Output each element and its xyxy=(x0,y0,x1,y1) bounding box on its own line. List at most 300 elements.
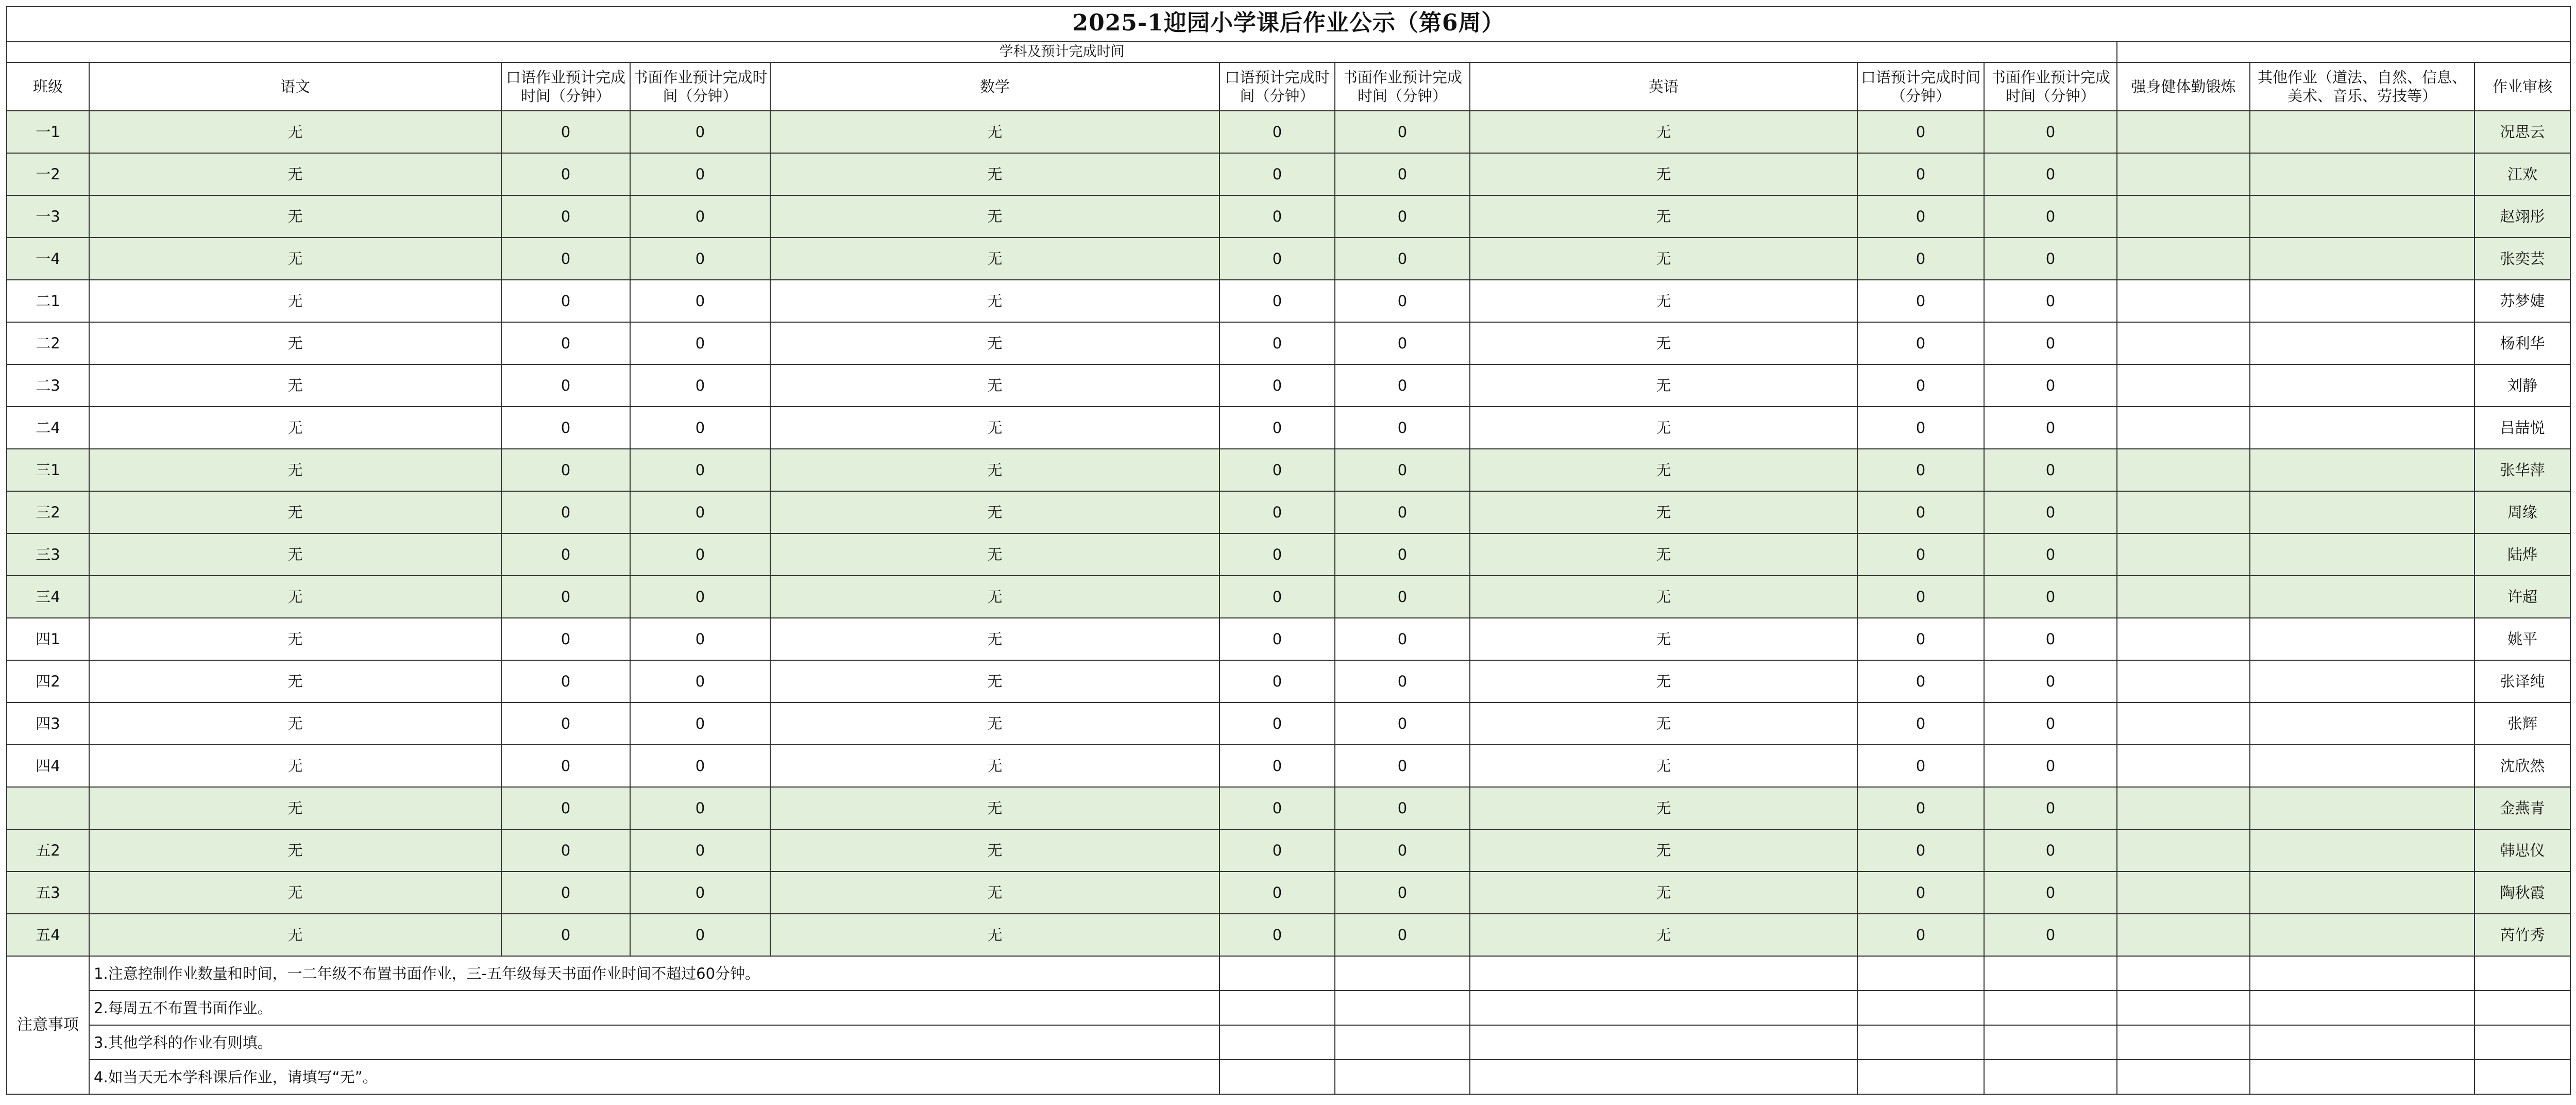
note-empty-cell[interactable] xyxy=(2250,991,2475,1025)
cell-class[interactable]: 二1 xyxy=(7,280,89,322)
cell-math-oral[interactable]: 0 xyxy=(1219,660,1335,702)
cell-english[interactable]: 无 xyxy=(1470,280,1857,322)
cell-chinese-written[interactable]: 0 xyxy=(630,533,770,576)
cell-english[interactable]: 无 xyxy=(1470,111,1857,153)
cell-english-oral[interactable]: 0 xyxy=(1857,914,1984,956)
cell-english[interactable]: 无 xyxy=(1470,153,1857,195)
cell-english-oral[interactable]: 0 xyxy=(1857,702,1984,745)
note-empty-cell[interactable] xyxy=(2475,1060,2570,1094)
cell-chinese-oral[interactable]: 0 xyxy=(501,491,630,533)
cell-english[interactable]: 无 xyxy=(1470,872,1857,914)
cell-math-oral[interactable]: 0 xyxy=(1219,702,1335,745)
cell-reviewer[interactable]: 张译纯 xyxy=(2475,660,2570,702)
cell-math-written[interactable]: 0 xyxy=(1335,618,1470,660)
note-empty-cell[interactable] xyxy=(2475,1025,2570,1060)
cell-chinese[interactable]: 无 xyxy=(89,702,501,745)
header-math[interactable]: 数学 xyxy=(770,62,1219,111)
cell-math-oral[interactable]: 0 xyxy=(1219,111,1335,153)
cell-chinese-oral[interactable]: 0 xyxy=(501,280,630,322)
cell-other[interactable] xyxy=(2250,787,2475,829)
header-other[interactable]: 其他作业（道法、自然、信息、美术、音乐、劳技等） xyxy=(2250,62,2475,111)
cell-other[interactable] xyxy=(2250,449,2475,491)
cell-chinese[interactable]: 无 xyxy=(89,660,501,702)
notes-label[interactable]: 注意事项 xyxy=(7,956,89,1094)
cell-english[interactable]: 无 xyxy=(1470,195,1857,238)
note-empty-cell[interactable] xyxy=(2475,991,2570,1025)
cell-reviewer[interactable]: 周缘 xyxy=(2475,491,2570,533)
cell-math-oral[interactable]: 0 xyxy=(1219,576,1335,618)
cell-math-oral[interactable]: 0 xyxy=(1219,407,1335,449)
page-title[interactable] xyxy=(7,7,2570,42)
cell-reviewer[interactable]: 沈欣然 xyxy=(2475,745,2570,787)
cell-chinese-oral[interactable]: 0 xyxy=(501,238,630,280)
cell-math-oral[interactable]: 0 xyxy=(1219,280,1335,322)
cell-chinese[interactable]: 无 xyxy=(89,745,501,787)
note-empty-cell[interactable] xyxy=(1219,956,1335,991)
cell-math[interactable]: 无 xyxy=(770,914,1219,956)
cell-class[interactable]: 一2 xyxy=(7,153,89,195)
note-empty-cell[interactable] xyxy=(2250,1060,2475,1094)
cell-math[interactable]: 无 xyxy=(770,745,1219,787)
note-empty-cell[interactable] xyxy=(1470,991,1857,1025)
cell-english-oral[interactable]: 0 xyxy=(1857,533,1984,576)
cell-chinese-written[interactable]: 0 xyxy=(630,111,770,153)
cell-math-oral[interactable]: 0 xyxy=(1219,364,1335,407)
cell-fitness[interactable] xyxy=(2117,660,2250,702)
cell-math[interactable]: 无 xyxy=(770,576,1219,618)
cell-other[interactable] xyxy=(2250,829,2475,872)
cell-fitness[interactable] xyxy=(2117,449,2250,491)
cell-math-written[interactable]: 0 xyxy=(1335,914,1470,956)
cell-math-oral[interactable]: 0 xyxy=(1219,533,1335,576)
cell-other[interactable] xyxy=(2250,576,2475,618)
cell-english-oral[interactable]: 0 xyxy=(1857,238,1984,280)
cell-english-oral[interactable]: 0 xyxy=(1857,153,1984,195)
cell-english[interactable]: 无 xyxy=(1470,407,1857,449)
note-empty-cell[interactable] xyxy=(1219,991,1335,1025)
cell-chinese-written[interactable]: 0 xyxy=(630,449,770,491)
cell-chinese[interactable]: 无 xyxy=(89,195,501,238)
cell-chinese-written[interactable]: 0 xyxy=(630,322,770,364)
header-class[interactable]: 班级 xyxy=(7,62,89,111)
cell-math[interactable]: 无 xyxy=(770,829,1219,872)
cell-other[interactable] xyxy=(2250,702,2475,745)
cell-english-written[interactable]: 0 xyxy=(1984,449,2117,491)
cell-chinese-written[interactable]: 0 xyxy=(630,660,770,702)
cell-english-written[interactable]: 0 xyxy=(1984,111,2117,153)
cell-math[interactable]: 无 xyxy=(770,111,1219,153)
cell-fitness[interactable] xyxy=(2117,914,2250,956)
cell-math-written[interactable]: 0 xyxy=(1335,745,1470,787)
cell-chinese-oral[interactable]: 0 xyxy=(501,364,630,407)
cell-chinese[interactable]: 无 xyxy=(89,829,501,872)
cell-math-oral[interactable]: 0 xyxy=(1219,787,1335,829)
cell-chinese[interactable]: 无 xyxy=(89,787,501,829)
cell-english-written[interactable]: 0 xyxy=(1984,280,2117,322)
cell-english[interactable]: 无 xyxy=(1470,364,1857,407)
cell-math-written[interactable]: 0 xyxy=(1335,364,1470,407)
cell-fitness[interactable] xyxy=(2117,153,2250,195)
cell-math-oral[interactable]: 0 xyxy=(1219,491,1335,533)
cell-math-oral[interactable]: 0 xyxy=(1219,745,1335,787)
cell-math[interactable]: 无 xyxy=(770,364,1219,407)
cell-chinese-oral[interactable]: 0 xyxy=(501,872,630,914)
cell-english-oral[interactable]: 0 xyxy=(1857,195,1984,238)
cell-chinese-oral[interactable]: 0 xyxy=(501,829,630,872)
cell-class[interactable]: 二3 xyxy=(7,364,89,407)
cell-reviewer[interactable]: 许超 xyxy=(2475,576,2570,618)
cell-other[interactable] xyxy=(2250,533,2475,576)
cell-math-oral[interactable]: 0 xyxy=(1219,872,1335,914)
cell-other[interactable] xyxy=(2250,111,2475,153)
cell-english-oral[interactable]: 0 xyxy=(1857,449,1984,491)
cell-fitness[interactable] xyxy=(2117,491,2250,533)
cell-fitness[interactable] xyxy=(2117,407,2250,449)
cell-math-oral[interactable]: 0 xyxy=(1219,618,1335,660)
cell-reviewer[interactable]: 吕喆悦 xyxy=(2475,407,2570,449)
cell-fitness[interactable] xyxy=(2117,576,2250,618)
cell-english-written[interactable]: 0 xyxy=(1984,872,2117,914)
cell-fitness[interactable] xyxy=(2117,238,2250,280)
cell-class[interactable]: 五4 xyxy=(7,914,89,956)
header-english-oral[interactable]: 口语预计完成时间（分钟） xyxy=(1857,62,1984,111)
cell-class[interactable]: 四3 xyxy=(7,702,89,745)
cell-math[interactable]: 无 xyxy=(770,787,1219,829)
cell-math-written[interactable]: 0 xyxy=(1335,407,1470,449)
cell-chinese-oral[interactable]: 0 xyxy=(501,195,630,238)
cell-math-written[interactable]: 0 xyxy=(1335,111,1470,153)
cell-reviewer[interactable]: 姚平 xyxy=(2475,618,2570,660)
note-empty-cell[interactable] xyxy=(2475,956,2570,991)
cell-chinese[interactable]: 无 xyxy=(89,322,501,364)
cell-english-written[interactable]: 0 xyxy=(1984,618,2117,660)
cell-chinese[interactable]: 无 xyxy=(89,491,501,533)
cell-math[interactable]: 无 xyxy=(770,702,1219,745)
cell-math-written[interactable]: 0 xyxy=(1335,322,1470,364)
cell-class[interactable]: 二4 xyxy=(7,407,89,449)
subtitle-empty-cell[interactable] xyxy=(2117,42,2570,62)
cell-class[interactable]: 三1 xyxy=(7,449,89,491)
cell-math-written[interactable]: 0 xyxy=(1335,280,1470,322)
cell-chinese-oral[interactable]: 0 xyxy=(501,153,630,195)
cell-chinese-written[interactable]: 0 xyxy=(630,745,770,787)
cell-reviewer[interactable]: 赵翊彤 xyxy=(2475,195,2570,238)
cell-english-written[interactable]: 0 xyxy=(1984,322,2117,364)
cell-math-oral[interactable]: 0 xyxy=(1219,829,1335,872)
cell-english-oral[interactable]: 0 xyxy=(1857,407,1984,449)
cell-english[interactable]: 无 xyxy=(1470,660,1857,702)
note-empty-cell[interactable] xyxy=(1857,991,1984,1025)
cell-english[interactable]: 无 xyxy=(1470,829,1857,872)
note-empty-cell[interactable] xyxy=(1335,1060,1470,1094)
cell-chinese[interactable]: 无 xyxy=(89,914,501,956)
subtitle-cell[interactable]: 学科及预计完成时间 xyxy=(7,42,2117,62)
note-empty-cell[interactable] xyxy=(1470,1060,1857,1094)
cell-english[interactable]: 无 xyxy=(1470,449,1857,491)
cell-math-oral[interactable]: 0 xyxy=(1219,914,1335,956)
cell-english[interactable]: 无 xyxy=(1470,745,1857,787)
cell-math[interactable]: 无 xyxy=(770,618,1219,660)
cell-english-oral[interactable]: 0 xyxy=(1857,829,1984,872)
note-empty-cell[interactable] xyxy=(1857,956,1984,991)
cell-class[interactable]: 四2 xyxy=(7,660,89,702)
cell-reviewer[interactable]: 苏梦婕 xyxy=(2475,280,2570,322)
cell-math[interactable]: 无 xyxy=(770,238,1219,280)
cell-chinese[interactable]: 无 xyxy=(89,533,501,576)
cell-math[interactable]: 无 xyxy=(770,660,1219,702)
note-text[interactable]: 3.其他学科的作业有则填。 xyxy=(89,1025,1219,1060)
note-text[interactable]: 1.注意控制作业数量和时间，一二年级不布置书面作业，三-五年级每天书面作业时间不超过60分钟。 xyxy=(89,956,1219,991)
note-text[interactable]: 2.每周五不布置书面作业。 xyxy=(89,991,1219,1025)
cell-fitness[interactable] xyxy=(2117,195,2250,238)
cell-math[interactable]: 无 xyxy=(770,322,1219,364)
cell-math[interactable]: 无 xyxy=(770,407,1219,449)
cell-chinese-written[interactable]: 0 xyxy=(630,872,770,914)
cell-chinese[interactable]: 无 xyxy=(89,407,501,449)
cell-english-oral[interactable]: 0 xyxy=(1857,787,1984,829)
cell-other[interactable] xyxy=(2250,914,2475,956)
cell-english-written[interactable]: 0 xyxy=(1984,364,2117,407)
cell-reviewer[interactable]: 况思云 xyxy=(2475,111,2570,153)
cell-english[interactable]: 无 xyxy=(1470,787,1857,829)
cell-chinese-written[interactable]: 0 xyxy=(630,407,770,449)
cell-english-oral[interactable]: 0 xyxy=(1857,111,1984,153)
cell-math-written[interactable]: 0 xyxy=(1335,787,1470,829)
cell-chinese-oral[interactable]: 0 xyxy=(501,111,630,153)
cell-english-written[interactable]: 0 xyxy=(1984,702,2117,745)
cell-chinese-written[interactable]: 0 xyxy=(630,238,770,280)
cell-other[interactable] xyxy=(2250,322,2475,364)
cell-fitness[interactable] xyxy=(2117,111,2250,153)
note-empty-cell[interactable] xyxy=(1984,956,2117,991)
cell-chinese-written[interactable]: 0 xyxy=(630,364,770,407)
cell-other[interactable] xyxy=(2250,407,2475,449)
cell-fitness[interactable] xyxy=(2117,280,2250,322)
cell-fitness[interactable] xyxy=(2117,322,2250,364)
cell-class[interactable]: 四1 xyxy=(7,618,89,660)
header-math-written[interactable]: 书面作业预计完成时间（分钟） xyxy=(1335,62,1470,111)
cell-other[interactable] xyxy=(2250,153,2475,195)
cell-english-written[interactable]: 0 xyxy=(1984,787,2117,829)
cell-math[interactable]: 无 xyxy=(770,280,1219,322)
cell-english-written[interactable]: 0 xyxy=(1984,153,2117,195)
cell-reviewer[interactable]: 陶秋霞 xyxy=(2475,872,2570,914)
cell-math-oral[interactable]: 0 xyxy=(1219,322,1335,364)
header-chinese-oral[interactable]: 口语作业预计完成时间（分钟） xyxy=(501,62,630,111)
cell-english[interactable]: 无 xyxy=(1470,618,1857,660)
cell-math[interactable]: 无 xyxy=(770,153,1219,195)
cell-chinese-written[interactable]: 0 xyxy=(630,829,770,872)
cell-fitness[interactable] xyxy=(2117,787,2250,829)
cell-english-written[interactable]: 0 xyxy=(1984,576,2117,618)
cell-chinese-oral[interactable]: 0 xyxy=(501,745,630,787)
cell-other[interactable] xyxy=(2250,280,2475,322)
note-text[interactable]: 4.如当天无本学科课后作业，请填写“无”。 xyxy=(89,1060,1219,1094)
cell-chinese-oral[interactable]: 0 xyxy=(501,449,630,491)
cell-math-written[interactable]: 0 xyxy=(1335,829,1470,872)
cell-math-oral[interactable]: 0 xyxy=(1219,238,1335,280)
cell-class[interactable]: 二2 xyxy=(7,322,89,364)
note-empty-cell[interactable] xyxy=(1335,956,1470,991)
cell-other[interactable] xyxy=(2250,872,2475,914)
cell-english-oral[interactable]: 0 xyxy=(1857,745,1984,787)
cell-english-oral[interactable]: 0 xyxy=(1857,322,1984,364)
cell-math-written[interactable]: 0 xyxy=(1335,195,1470,238)
cell-reviewer[interactable]: 张辉 xyxy=(2475,702,2570,745)
header-english-written[interactable]: 书面作业预计完成时间（分钟） xyxy=(1984,62,2117,111)
note-empty-cell[interactable] xyxy=(1335,991,1470,1025)
note-empty-cell[interactable] xyxy=(2117,991,2250,1025)
cell-english-oral[interactable]: 0 xyxy=(1857,280,1984,322)
cell-english[interactable]: 无 xyxy=(1470,238,1857,280)
cell-fitness[interactable] xyxy=(2117,533,2250,576)
cell-english-written[interactable]: 0 xyxy=(1984,195,2117,238)
cell-chinese-oral[interactable]: 0 xyxy=(501,787,630,829)
cell-math-written[interactable]: 0 xyxy=(1335,153,1470,195)
cell-math-written[interactable]: 0 xyxy=(1335,660,1470,702)
cell-reviewer[interactable]: 杨利华 xyxy=(2475,322,2570,364)
cell-english-oral[interactable]: 0 xyxy=(1857,364,1984,407)
cell-math[interactable]: 无 xyxy=(770,195,1219,238)
header-chinese-written[interactable]: 书面作业预计完成时间（分钟） xyxy=(630,62,770,111)
cell-other[interactable] xyxy=(2250,491,2475,533)
cell-english[interactable]: 无 xyxy=(1470,914,1857,956)
note-empty-cell[interactable] xyxy=(2117,1060,2250,1094)
cell-chinese-written[interactable]: 0 xyxy=(630,576,770,618)
note-empty-cell[interactable] xyxy=(2250,956,2475,991)
cell-english[interactable]: 无 xyxy=(1470,533,1857,576)
cell-english-written[interactable]: 0 xyxy=(1984,491,2117,533)
cell-fitness[interactable] xyxy=(2117,745,2250,787)
cell-chinese[interactable]: 无 xyxy=(89,618,501,660)
cell-english[interactable]: 无 xyxy=(1470,491,1857,533)
header-review[interactable]: 作业审核 xyxy=(2475,62,2570,111)
cell-chinese-oral[interactable]: 0 xyxy=(501,702,630,745)
cell-class[interactable]: 三2 xyxy=(7,491,89,533)
note-empty-cell[interactable] xyxy=(1857,1060,1984,1094)
cell-chinese[interactable]: 无 xyxy=(89,872,501,914)
cell-chinese-oral[interactable]: 0 xyxy=(501,576,630,618)
cell-chinese-oral[interactable]: 0 xyxy=(501,407,630,449)
cell-english-written[interactable]: 0 xyxy=(1984,829,2117,872)
cell-other[interactable] xyxy=(2250,238,2475,280)
cell-english-written[interactable]: 0 xyxy=(1984,407,2117,449)
cell-chinese-written[interactable]: 0 xyxy=(630,491,770,533)
cell-chinese-written[interactable]: 0 xyxy=(630,914,770,956)
cell-math-written[interactable]: 0 xyxy=(1335,576,1470,618)
cell-class[interactable] xyxy=(7,787,89,829)
cell-fitness[interactable] xyxy=(2117,829,2250,872)
cell-math[interactable]: 无 xyxy=(770,449,1219,491)
cell-math-written[interactable]: 0 xyxy=(1335,238,1470,280)
cell-other[interactable] xyxy=(2250,618,2475,660)
cell-class[interactable]: 一3 xyxy=(7,195,89,238)
cell-math-written[interactable]: 0 xyxy=(1335,872,1470,914)
cell-other[interactable] xyxy=(2250,660,2475,702)
cell-english-oral[interactable]: 0 xyxy=(1857,660,1984,702)
cell-english-oral[interactable]: 0 xyxy=(1857,491,1984,533)
cell-other[interactable] xyxy=(2250,195,2475,238)
cell-math-written[interactable]: 0 xyxy=(1335,449,1470,491)
cell-reviewer[interactable]: 韩思仪 xyxy=(2475,829,2570,872)
cell-chinese-oral[interactable]: 0 xyxy=(501,660,630,702)
cell-fitness[interactable] xyxy=(2117,872,2250,914)
cell-chinese[interactable]: 无 xyxy=(89,576,501,618)
note-empty-cell[interactable] xyxy=(1984,1025,2117,1060)
note-empty-cell[interactable] xyxy=(1470,1025,1857,1060)
cell-fitness[interactable] xyxy=(2117,364,2250,407)
cell-math-written[interactable]: 0 xyxy=(1335,702,1470,745)
cell-math-oral[interactable]: 0 xyxy=(1219,195,1335,238)
cell-reviewer[interactable]: 张奕芸 xyxy=(2475,238,2570,280)
cell-chinese-oral[interactable]: 0 xyxy=(501,618,630,660)
note-empty-cell[interactable] xyxy=(1219,1025,1335,1060)
cell-reviewer[interactable]: 陆烨 xyxy=(2475,533,2570,576)
cell-chinese-oral[interactable]: 0 xyxy=(501,533,630,576)
cell-chinese-written[interactable]: 0 xyxy=(630,702,770,745)
note-empty-cell[interactable] xyxy=(2117,1025,2250,1060)
cell-reviewer[interactable]: 刘静 xyxy=(2475,364,2570,407)
cell-english-written[interactable]: 0 xyxy=(1984,914,2117,956)
cell-math[interactable]: 无 xyxy=(770,872,1219,914)
header-fitness[interactable]: 强身健体勤锻炼 xyxy=(2117,62,2250,111)
cell-chinese-written[interactable]: 0 xyxy=(630,280,770,322)
cell-other[interactable] xyxy=(2250,364,2475,407)
cell-chinese[interactable]: 无 xyxy=(89,111,501,153)
cell-math-written[interactable]: 0 xyxy=(1335,533,1470,576)
cell-english-written[interactable]: 0 xyxy=(1984,238,2117,280)
cell-reviewer[interactable]: 江欢 xyxy=(2475,153,2570,195)
cell-english-oral[interactable]: 0 xyxy=(1857,576,1984,618)
cell-chinese[interactable]: 无 xyxy=(89,364,501,407)
cell-english-written[interactable]: 0 xyxy=(1984,660,2117,702)
header-chinese[interactable]: 语文 xyxy=(89,62,501,111)
cell-reviewer[interactable]: 张华萍 xyxy=(2475,449,2570,491)
header-math-oral[interactable]: 口语预计完成时间（分钟） xyxy=(1219,62,1335,111)
note-empty-cell[interactable] xyxy=(1984,991,2117,1025)
note-empty-cell[interactable] xyxy=(2250,1025,2475,1060)
cell-chinese[interactable]: 无 xyxy=(89,280,501,322)
cell-class[interactable]: 三4 xyxy=(7,576,89,618)
cell-chinese-written[interactable]: 0 xyxy=(630,618,770,660)
cell-fitness[interactable] xyxy=(2117,702,2250,745)
cell-math-written[interactable]: 0 xyxy=(1335,491,1470,533)
cell-english-oral[interactable]: 0 xyxy=(1857,618,1984,660)
cell-chinese-written[interactable]: 0 xyxy=(630,787,770,829)
cell-chinese-oral[interactable]: 0 xyxy=(501,322,630,364)
note-empty-cell[interactable] xyxy=(1335,1025,1470,1060)
cell-chinese[interactable]: 无 xyxy=(89,153,501,195)
note-empty-cell[interactable] xyxy=(1857,1025,1984,1060)
cell-english[interactable]: 无 xyxy=(1470,702,1857,745)
note-empty-cell[interactable] xyxy=(1984,1060,2117,1094)
note-empty-cell[interactable] xyxy=(1219,1060,1335,1094)
cell-math[interactable]: 无 xyxy=(770,533,1219,576)
cell-class[interactable]: 三3 xyxy=(7,533,89,576)
cell-class[interactable]: 一1 xyxy=(7,111,89,153)
cell-reviewer[interactable]: 芮竹秀 xyxy=(2475,914,2570,956)
cell-other[interactable] xyxy=(2250,745,2475,787)
cell-math[interactable]: 无 xyxy=(770,491,1219,533)
header-english[interactable]: 英语 xyxy=(1470,62,1857,111)
cell-chinese[interactable]: 无 xyxy=(89,449,501,491)
cell-fitness[interactable] xyxy=(2117,618,2250,660)
cell-chinese-written[interactable]: 0 xyxy=(630,153,770,195)
cell-chinese-written[interactable]: 0 xyxy=(630,195,770,238)
cell-class[interactable]: 一4 xyxy=(7,238,89,280)
cell-math-oral[interactable]: 0 xyxy=(1219,153,1335,195)
cell-class[interactable]: 四4 xyxy=(7,745,89,787)
